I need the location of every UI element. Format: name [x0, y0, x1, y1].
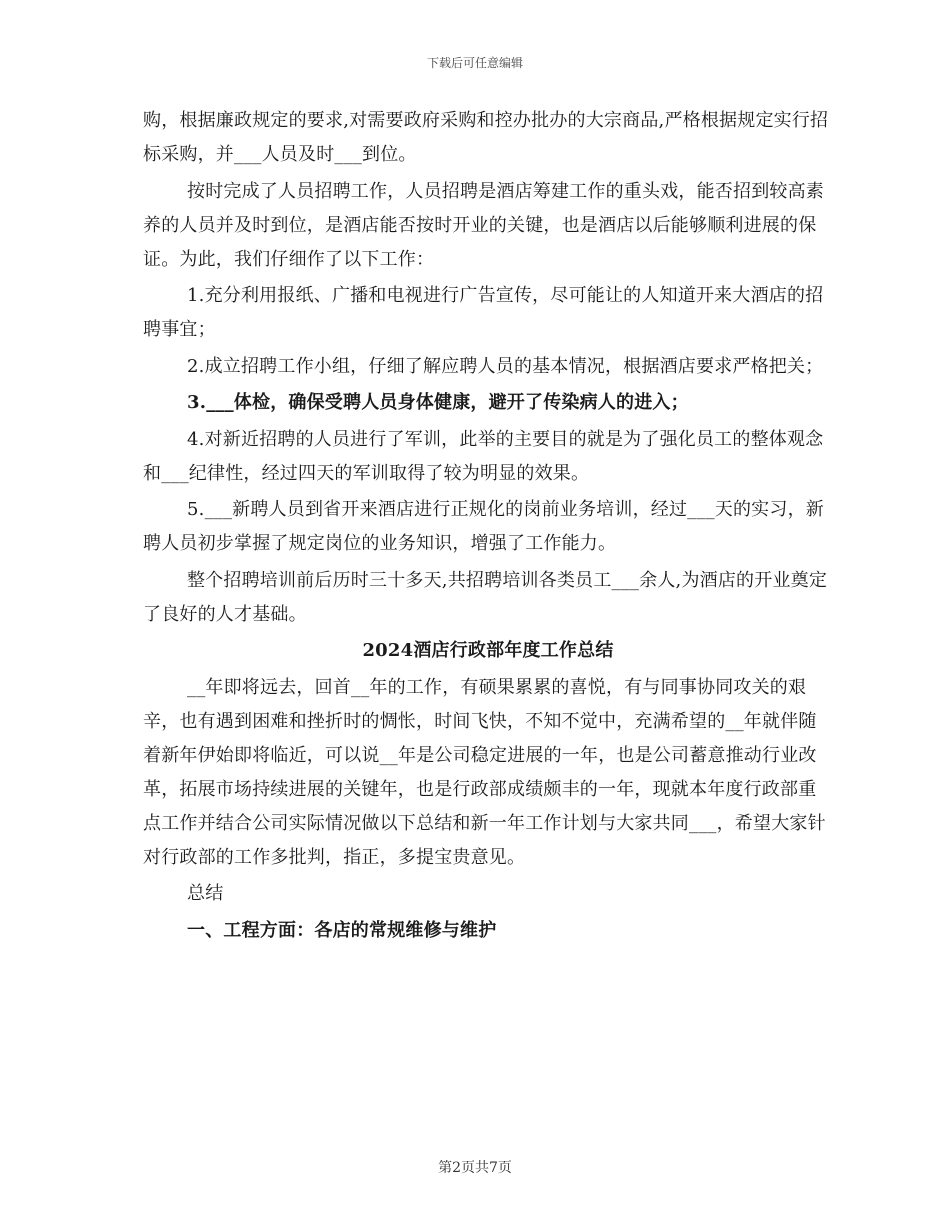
heading-engineering: 一、工程方面：各店的常规维修与维护 [187, 919, 497, 941]
paragraph-procurement: 购，根据廉政规定的要求,对需要政府采购和控办批办的大宗商品,严格根据规定实行招标采购，并___人员及时___到位。 [143, 110, 829, 165]
paragraph-recruitment-intro: 按时完成了人员招聘工作，人员招聘是酒店筹建工作的重头戏，能否招到较高素养的人员并及时到位，是酒店能否按时开业的关键，也是酒店以后能够顺利进展的保证。为此，我们仔细作了以下工作： [143, 180, 824, 270]
list-item-2: 2.成立招聘工作小组，仔细了解应聘人员的基本情况，根据酒店要求严格把关； [187, 355, 824, 377]
list-item-4: 4.对新近招聘的人员进行了军训，此举的主要目的就是为了强化员工的整体观念和___纪律性，经过四天的军训取得了较为明显的效果。 [143, 428, 824, 484]
paragraph-summary-label: 总结 [187, 883, 224, 904]
list-item-1: 1.充分利用报纸、广播和电视进行广告宣传，尽可能让的人知道开来大酒店的招聘事宜； [143, 285, 824, 340]
page-footer-number: 第2页共7页 [438, 1160, 512, 1176]
list-item-5: 5.___新聘人员到省开来酒店进行正规化的岗前业务培训，经过___天的实习，新聘人员初步掌握了规定岗位的业务知识，增强了工作能力。 [143, 499, 824, 554]
document-body [143, 104, 833, 950]
paragraph-annual-intro: __年即将远去，回首__年的工作，有硕果累累的喜悦，有与同事协同攻关的艰辛，也有遇到困难和挫折时的惆怅，时间飞快，不知不觉中，充满希望的__年就伴随着新年伊始即将临近，可以说__年是公司稳定进展的一年，也是公司蓄意推动行业改革，拓展市场持续进展的关键年，也是行政部成绩颇丰的一年，现就本年度行政部重点工作并结合公司实际情况做以下总结和新一年工作计划与大家共同___，希望大家针对行政部的工作多批判，指正，多提宝贵意见。 [143, 676, 826, 868]
page-header-note: 下载后可任意编辑 [426, 56, 523, 70]
paragraph-recruitment-summary: 整个招聘培训前后历时三十多天,共招聘培训各类员工___余人,为酒店的开业奠定了良好的人才基础。 [143, 569, 828, 625]
list-item-3: 3.___体检，确保受聘人员身体健康，避开了传染病人的进入； [187, 392, 689, 413]
section-title: 2024酒店行政部年度工作总结 [362, 640, 614, 661]
